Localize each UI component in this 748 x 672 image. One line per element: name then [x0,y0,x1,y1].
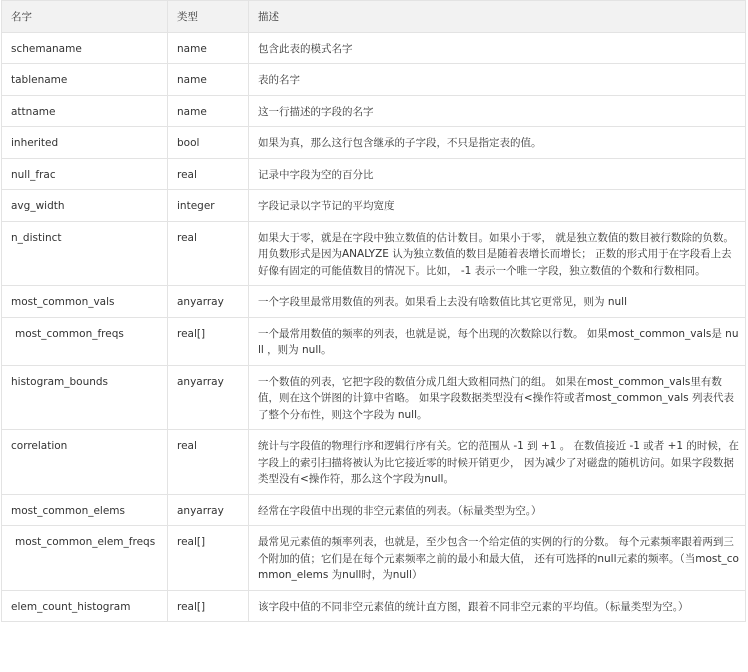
cell-type: real [168,430,249,495]
table-row [2,286,746,318]
cell-name: schemaname [2,32,168,64]
cell-name: inherited [2,127,168,159]
table-row [2,95,746,127]
cell-description: 这一行描述的字段的名字 [249,95,746,127]
cell-type: name [168,95,249,127]
cell-description: 包含此表的模式名字 [249,32,746,64]
table-row [2,494,746,526]
cell-name: elem_count_histogram [2,590,168,622]
cell-name: most_common_vals [2,286,168,318]
cell-description: 一个字段里最常用数值的列表。如果看上去没有啥数值比其它更常见，则为 null [249,286,746,318]
cell-type: real [168,158,249,190]
table-row [2,64,746,96]
table-row [2,317,746,365]
table-row [2,221,746,286]
header-type: 类型 [168,1,249,33]
cell-description: 如果为真，那么这行包含继承的子字段，不只是指定表的值。 [249,127,746,159]
cell-description: 最常见元素值的频率列表，也就是，至少包含一个给定值的实例的行的分数。 每个元素频率跟着两到三个附加的值；它们是在每个元素频率之前的最小和最大值， 还有可选择的null元素的频率。（当most_common_elems 为null时，为null） [249,526,746,591]
cell-description: 记录中字段为空的百分比 [249,158,746,190]
table-row [2,590,746,622]
cell-name: attname [2,95,168,127]
cell-type: name [168,32,249,64]
cell-description: 该字段中值的不同非空元素值的统计直方图，跟着不同非空元素的平均值。（标量类型为空。） [249,590,746,622]
cell-type: name [168,64,249,96]
table-body [2,32,746,622]
table-row [2,158,746,190]
cell-description: 统计与字段值的物理行序和逻辑行序有关。它的范围从 -1 到 +1 。 在数值接近 -1 或者 +1 的时候，在字段上的索引扫描将被认为比它接近零的时候开销更少， 因为减少了对磁盘的随机访问。如果字段数据类型没有<操作符，那么这个字段为null。 [249,430,746,495]
table-row [2,526,746,591]
table-row [2,430,746,495]
cell-type: anyarray [168,365,249,430]
header-row [2,1,746,33]
header-name: 名字 [2,1,168,33]
table-header [2,1,746,33]
cell-name: correlation [2,430,168,495]
cell-description: 字段记录以字节记的平均宽度 [249,190,746,222]
cell-type: real[] [168,526,249,591]
cell-type: real[] [168,590,249,622]
cell-name: avg_width [2,190,168,222]
cell-name: tablename [2,64,168,96]
header-description: 描述 [249,1,746,33]
cell-type: anyarray [168,494,249,526]
cell-description: 一个最常用数值的频率的列表，也就是说，每个出现的次数除以行数。 如果most_common_vals是 null ，则为 null。 [249,317,746,365]
cell-description: 一个数值的列表，它把字段的数值分成几组大致相同热门的组。 如果在most_common_vals里有数值，则在这个饼图的计算中省略。 如果字段数据类型没有<操作符或者most_common_vals 列表代表了整个分布性，则这个字段为 null。 [249,365,746,430]
cell-description: 表的名字 [249,64,746,96]
cell-name: histogram_bounds [2,365,168,430]
cell-name: n_distinct [2,221,168,286]
cell-type: real [168,221,249,286]
pg-stats-columns-table [1,0,746,622]
table-row [2,190,746,222]
cell-type: integer [168,190,249,222]
cell-description: 如果大于零，就是在字段中独立数值的估计数目。如果小于零， 就是独立数值的数目被行数除的负数。用负数形式是因为ANALYZE 认为独立数值的数目是随着表增长而增长； 正数的形式用于在字段看上去好像有固定的可能值数目的情况下。比如， -1 表示一个唯一字段，独立数值的个数和行数相同。 [249,221,746,286]
cell-type: real[] [168,317,249,365]
cell-type: anyarray [168,286,249,318]
cell-name: most_common_elem_freqs [2,526,168,591]
table-row [2,365,746,430]
cell-name: most_common_freqs [2,317,168,365]
cell-name: null_frac [2,158,168,190]
cell-description: 经常在字段值中出现的非空元素值的列表。（标量类型为空。） [249,494,746,526]
table-row [2,32,746,64]
table-row [2,127,746,159]
cell-type: bool [168,127,249,159]
cell-name: most_common_elems [2,494,168,526]
